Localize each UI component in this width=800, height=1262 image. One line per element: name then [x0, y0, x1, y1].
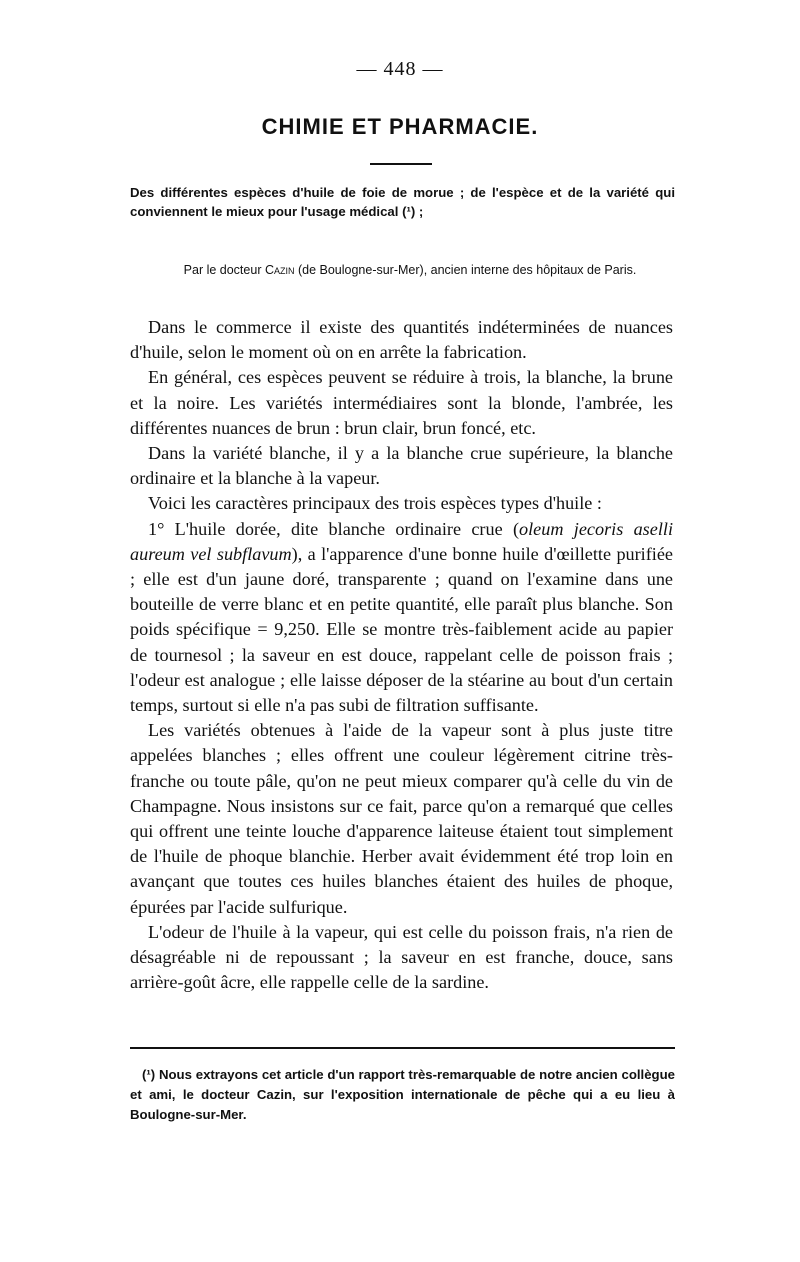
- paragraph-5: [130, 517, 673, 719]
- article-heading: Des différentes espèces d'huile de foie de morue ; de l'espèce et de la variété qui conviennent le mieux pour l'usage médical (¹) ;: [130, 185, 675, 219]
- latin-name: oleum jecoris aselli aureum vel subflavum: [130, 518, 673, 564]
- paragraph-5-start: 1° L'huile dorée, dite blanche ordinaire crue (: [148, 518, 520, 539]
- paragraph-2: En général, ces espèces peuvent se réduire à trois, la blanche, la brune et la noire. Les variétés intermédiaires sont la blonde, l'ambrée, les différentes nuances de brun : brun clair, brun foncé, etc.: [130, 367, 673, 438]
- paragraph-4: Voici les caractères principaux des trois espèces types d'huile :: [148, 493, 602, 514]
- paragraph-5-rest: ), a l'apparence d'une bonne huile d'œillette purifiée ; elle est d'un jaune doré, transparente ; quand on l'examine dans une bouteille de verre blanc et en petite quantité, elle paraît plus blanche. Son poids spécifique = 9,250. Elle se montre très-faiblement acide au papier de tournesol ; la saveur en est douce, rappelant celle de poisson frais ; l'odeur est analogue ; elle laisse déposer de la stéarine au bout d'un certain temps, surtout si elle n'a pas subi de filtration suffisante.: [130, 543, 673, 716]
- footnote-divider: [130, 1047, 675, 1049]
- byline-author: Cazin: [264, 263, 295, 277]
- footnote: (¹) Nous extrayons cet article d'un rapport très-remarquable de notre ancien collègue et ami, le docteur Cazin, sur l'exposition internationale de pêche qui a eu lieu à Boulogne-sur-Mer.: [130, 1067, 675, 1122]
- byline-prefix: Par le docteur: [183, 263, 265, 277]
- paragraph-3: Dans la variété blanche, il y a la blanche crue supérieure, la blanche ordinaire et la blanche à la vapeur.: [130, 443, 673, 489]
- section-title: CHIMIE ET PHARMACIE.: [261, 114, 539, 139]
- title-divider: [370, 163, 432, 165]
- article-body: [130, 315, 673, 995]
- paragraph-1: Dans le commerce il existe des quantités indéterminées de nuances d'huile, selon le moment où on en arrête la fabrication.: [130, 317, 673, 363]
- byline: [150, 262, 670, 279]
- page-number: — 448 —: [356, 58, 444, 80]
- paragraph-7: L'odeur de l'huile à la vapeur, qui est celle du poisson frais, n'a rien de désagréable ni de repoussant ; la saveur en est franche, douce, sans arrière-goût âcre, elle rappelle celle de la sardine.: [130, 921, 673, 993]
- paragraph-6: Les variétés obtenues à l'aide de la vapeur sont à plus juste titre appelées blanches ; elles offrent une couleur légèrement citrine très-franche ou toute pâle, qu'on ne peut mieux comparer qu'à celle du vin de Champagne. Nous insistons sur ce fait, parce qu'on a remarqué que celles qui offrent une teinte louche d'apparence laiteuse étaient tout simplement de l'huile de phoque blanchie. Herber avait évidemment été trop loin en avançant que toutes ces huiles blanches étaient des huiles de phoque, épurées par l'acide sulfurique.: [130, 720, 673, 917]
- byline-suffix: (de Boulogne-sur-Mer), ancien interne des hôpitaux de Paris.: [294, 263, 637, 277]
